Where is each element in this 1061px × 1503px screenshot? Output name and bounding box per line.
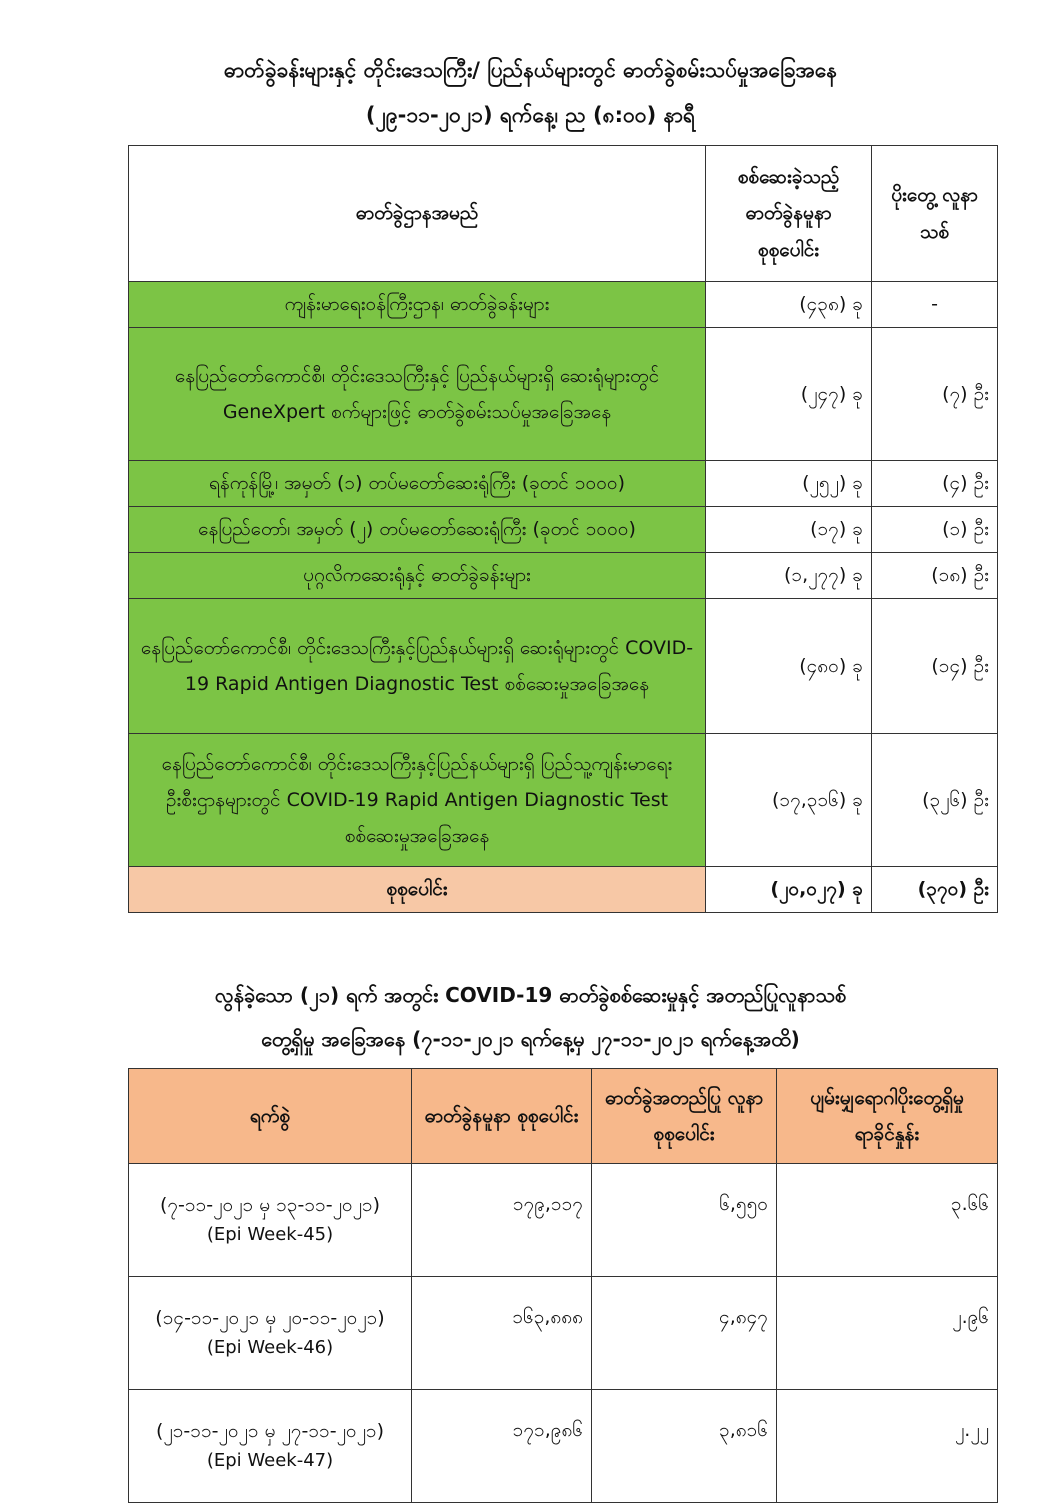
samples-cell: ၁၆၃,၈၈၈ bbox=[412, 1277, 592, 1390]
col-header-positivity-rate: ပျမ်းမျှရောဂါပိုးတွေ့ရှိမှု ရာခိုင်နှုန်း bbox=[777, 1069, 998, 1164]
table-header-row bbox=[129, 1069, 998, 1164]
lab-name-cell: နေပြည်တော်၊ အမှတ် (၂) တပ်မတော်ဆေးရုံကြီး (ခုတင် ၁၀၀၀) bbox=[129, 507, 706, 553]
table-row bbox=[129, 553, 998, 599]
col-header-positive: ပိုးတွေ့ လူနာသစ် bbox=[872, 146, 998, 282]
table-row bbox=[129, 599, 998, 734]
samples-cell: ၁၇၁,၉၈၆ bbox=[412, 1390, 592, 1503]
lab-name-cell: နေပြည်တော်ကောင်စီ၊ တိုင်းဒေသကြီးနှင့်ပြည်နယ်များရှိ ပြည်သူ့ကျန်းမာရေးဦးစီးဌာနများတွင် COVID-19 Rapid Antigen Diagnostic Test စစ်ဆေးမှုအခြေအနေ bbox=[129, 734, 706, 867]
period-cell bbox=[129, 1164, 412, 1277]
table-row bbox=[129, 507, 998, 553]
table-row bbox=[129, 734, 998, 867]
positive-cell: (၇) ဦး bbox=[872, 328, 998, 461]
lab-testing-table bbox=[128, 145, 998, 913]
total-samples: (၂၀,၀၂၇) ခု bbox=[706, 867, 872, 913]
samples-cell: ၁၇၉,၁၁၇ bbox=[412, 1164, 592, 1277]
table-row bbox=[129, 328, 998, 461]
positive-cell: (၁၄) ဦး bbox=[872, 599, 998, 734]
weekly-summary-table bbox=[128, 1068, 998, 1503]
epi-week: (Epi Week-45) bbox=[206, 1223, 334, 1245]
period-cell bbox=[129, 1390, 412, 1503]
total-label: စုစုပေါင်း bbox=[129, 867, 706, 913]
rate-cell: ၂.၉၆ bbox=[777, 1277, 998, 1390]
lab-name-cell: ရန်ကုန်မြို့၊ အမှတ် (၁) တပ်မတော်ဆေးရုံကြီး (ခုတင် ၁၀၀၀) bbox=[129, 461, 706, 507]
period-range: (၂၁-၁၁-၂၀၂၁ မှ ၂၇-၁၁-၂၀၂၁) bbox=[155, 1420, 385, 1443]
samples-cell: (၁၇) ခု bbox=[706, 507, 872, 553]
report-title-line1: ဓာတ်ခွဲခန်းများနှင့် တိုင်းဒေသကြီး/ ပြည်နယ်များတွင် ဓာတ်ခွဲစမ်းသပ်မှုအခြေအနေ bbox=[223, 58, 838, 82]
col-header-samples: စစ်ဆေးခဲ့သည့် ဓာတ်ခွဲနမူနာ စုစုပေါင်း bbox=[706, 146, 872, 282]
samples-cell: (၂၅၂) ခု bbox=[706, 461, 872, 507]
confirmed-cell: ၄,၈၄၇ bbox=[592, 1277, 777, 1390]
positive-cell: (၁) ဦး bbox=[872, 507, 998, 553]
epi-week: (Epi Week-47) bbox=[206, 1449, 334, 1471]
total-positive: (၃၇၀) ဦး bbox=[872, 867, 998, 913]
col-header-samples: ဓာတ်ခွဲနမူနာ စုစုပေါင်း bbox=[412, 1069, 592, 1164]
lab-name-cell: နေပြည်တော်ကောင်စီ၊ တိုင်းဒေသကြီးနှင့် ပြည်နယ်များရှိ ဆေးရုံများတွင် GeneXpert စက်များဖြင့် ဓာတ်ခွဲစမ်းသပ်မှုအခြေအနေ bbox=[129, 328, 706, 461]
section2-title-line1: လွန်ခဲ့သော (၂၁) ရက် အတွင်း COVID-19 ဓာတ်ခွဲစစ်ဆေးမှုနှင့် အတည်ပြုလူနာသစ် bbox=[214, 983, 847, 1007]
col-header-confirmed: ဓာတ်ခွဲအတည်ပြု လူနာစုစုပေါင်း bbox=[592, 1069, 777, 1164]
period-range: (၇-၁၁-၂၀၂၁ မှ ၁၃-၁၁-၂၀၂၁) bbox=[159, 1194, 381, 1217]
samples-cell: (၄၃၈) ခု bbox=[706, 282, 872, 328]
positive-cell: (၁၈) ဦး bbox=[872, 553, 998, 599]
period-range: (၁၄-၁၁-၂၀၂၁ မှ ၂၀-၁၁-၂၀၂၁) bbox=[155, 1307, 385, 1330]
period-cell bbox=[129, 1277, 412, 1390]
lab-name-cell: နေပြည်တော်ကောင်စီ၊ တိုင်းဒေသကြီးနှင့်ပြည်နယ်များရှိ ဆေးရုံများတွင် COVID-19 Rapid Antigen Diagnostic Test စစ်ဆေးမှုအခြေအနေ bbox=[129, 599, 706, 734]
table-header-row bbox=[129, 146, 998, 282]
lab-name-cell: ကျန်းမာရေးဝန်ကြီးဌာန၊ ဓာတ်ခွဲခန်းများ bbox=[129, 282, 706, 328]
samples-cell: (၂၄၇) ခု bbox=[706, 328, 872, 461]
col-header-lab-name: ဓာတ်ခွဲဌာနအမည် bbox=[129, 146, 706, 282]
samples-cell: (၄၈၀) ခု bbox=[706, 599, 872, 734]
positive-cell: (၄) ဦး bbox=[872, 461, 998, 507]
samples-cell: (၁၇,၃၁၆) ခု bbox=[706, 734, 872, 867]
report-title-line2: (၂၉-၁၁-၂၀၂၁) ရက်နေ့၊ ည (၈:၀၀) နာရီ bbox=[365, 103, 696, 127]
table-row bbox=[129, 1390, 998, 1503]
table-row bbox=[129, 282, 998, 328]
rate-cell: ၂.၂၂ bbox=[777, 1390, 998, 1503]
positive-cell: (၃၂၆) ဦး bbox=[872, 734, 998, 867]
section2-title-line2: တွေ့ရှိမှု အခြေအနေ (၇-၁၁-၂၀၂၁ ရက်နေ့မှ ၂၇-၁၁-၂၀၂၁ ရက်နေ့အထိ) bbox=[261, 1027, 800, 1051]
col-header-date: ရက်စွဲ bbox=[129, 1069, 412, 1164]
samples-cell: (၁,၂၇၇) ခု bbox=[706, 553, 872, 599]
table-row bbox=[129, 1164, 998, 1277]
confirmed-cell: ၃,၈၁၆ bbox=[592, 1390, 777, 1503]
confirmed-cell: ၆,၅၅၀ bbox=[592, 1164, 777, 1277]
table-row bbox=[129, 461, 998, 507]
positive-cell: - bbox=[872, 282, 998, 328]
table-row bbox=[129, 1277, 998, 1390]
total-row bbox=[129, 867, 998, 913]
lab-name-cell: ပုဂ္ဂလိကဆေးရုံနှင့် ဓာတ်ခွဲခန်းများ bbox=[129, 553, 706, 599]
epi-week: (Epi Week-46) bbox=[206, 1336, 334, 1358]
rate-cell: ၃.၆၆ bbox=[777, 1164, 998, 1277]
